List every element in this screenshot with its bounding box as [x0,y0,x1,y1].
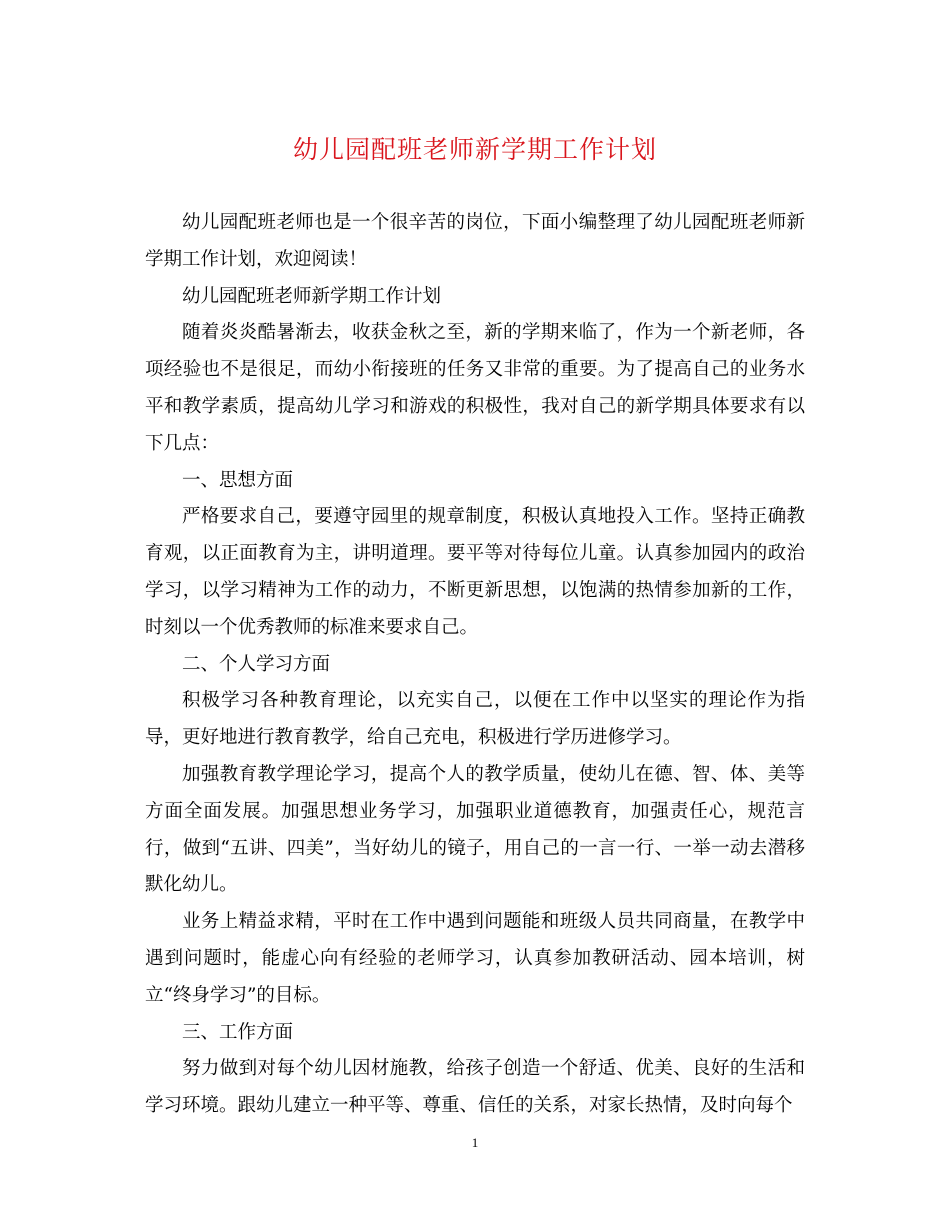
section-heading: 一、思想方面 [182,469,294,491]
section-heading: 三、工作方面 [182,1021,294,1043]
body-paragraph: 积极学习各种教育理论，以充实自己，以便在工作中以坚实的理论作为指导，更好地进行教育教学，给自己充电，积极进行学历进修学习。 [145,690,805,749]
intro-paragraph: 幼儿园配班老师也是一个很辛苦的岗位，下面小编整理了幼儿园配班老师新学期工作计划，欢迎阅读！ [145,212,805,270]
document-title: 幼儿园配班老师新学期工作计划 [292,135,657,164]
document-body [145,205,805,1125]
subtitle-paragraph: 幼儿园配班老师新学期工作计划 [182,285,442,307]
body-paragraph: 业务上精益求精，平时在工作中遇到问题能和班级人员共同商量，在教学中遇到问题时，能虚心向有经验的老师学习，认真参加教研活动、园本培训，树立“终身学习”的目标。 [145,911,805,1006]
body-paragraph: 努力做到对每个幼儿因材施教，给孩子创造一个舒适、优美、良好的生活和学习环境。跟幼儿建立一种平等、尊重、信任的关系，对家长热情，及时向每个 [145,1058,805,1117]
body-paragraph: 加强教育教学理论学习，提高个人的教学质量，使幼儿在德、智、体、美等方面全面发展。加强思想业务学习，加强职业道德教育，加强责任心，规范言行，做到“五讲、四美”，当好幼儿的镜子，用自己的一言一行、一举一动去潜移默化幼儿。 [145,763,805,896]
body-paragraph: 严格要求自己，要遵守园里的规章制度，积极认真地投入工作。坚持正确教育观，以正面教育为主，讲明道理。要平等对待每位儿童。认真参加园内的政治学习，以学习精神为工作的动力，不断更新思想，以饱满的热情参加新的工作，时刻以一个优秀教师的标准来要求自己。 [145,506,805,638]
body-paragraph: 随着炎炎酷暑渐去，收获金秋之至，新的学期来临了，作为一个新老师，各项经验也不是很足，而幼小衔接班的任务又非常的重要。为了提高自己的业务水平和教学素质，提高幼儿学习和游戏的积极性，我对自己的新学期具体要求有以下几点： [145,322,805,454]
page-number: 1 [471,1135,479,1150]
section-heading: 二、个人学习方面 [182,653,331,675]
